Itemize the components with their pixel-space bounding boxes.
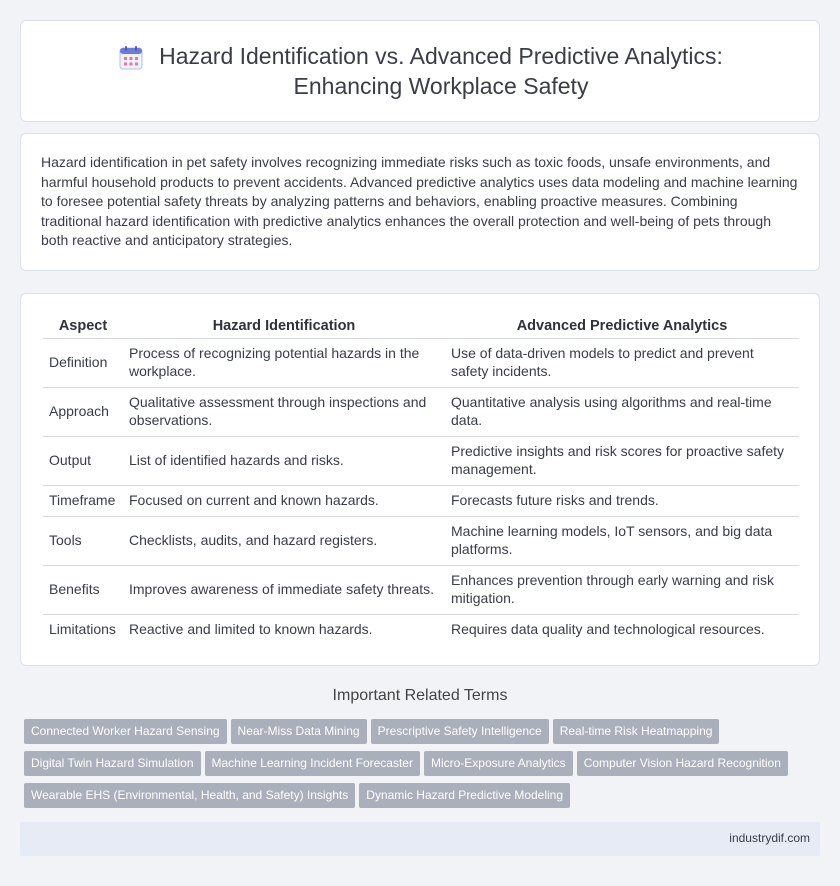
comparison-table (43, 308, 799, 645)
intro-card (20, 133, 820, 271)
related-term-tag[interactable]: Real-time Risk Heatmapping (553, 719, 720, 744)
title-wrap (117, 41, 723, 101)
related-term-tag[interactable]: Machine Learning Incident Forecaster (205, 751, 420, 776)
cell-aspect: Timeframe (43, 485, 123, 516)
cell-predictive: Requires data quality and technological resources. (451, 621, 765, 637)
header-hazard-identification: Hazard Identification (123, 308, 445, 338)
cell-predictive: Forecasts future risks and trends. (445, 485, 799, 516)
title-card (20, 20, 820, 122)
cell-hazard: Checklists, audits, and hazard registers. (123, 516, 445, 565)
intro-paragraph: Hazard identification in pet safety involves recognizing immediate risks such as toxic foods, unsafe environments, and harmful household products to prevent accidents. Advanced predictive analytics uses data modeling and machine learning to foresee potential safety threats by analyzing patterns and behaviors, enabling proactive measures. Combining traditional hazard identification with predictive analytics enhances the overall protection and well-being of pets through both reactive and anticipatory strategies. (41, 154, 798, 249)
cell-hazard: Focused on current and known hazards. (123, 485, 445, 516)
related-term-tag[interactable]: Micro-Exposure Analytics (424, 751, 573, 776)
cell-predictive: Predictive insights and risk scores for proactive safety management. (445, 436, 799, 485)
cell-hazard: Improves awareness of immediate safety threats. (123, 565, 445, 614)
cell-predictive: Machine learning models, IoT sensors, and big data platforms. (445, 516, 799, 565)
table-header-row (43, 308, 799, 338)
footer-site-name[interactable]: industrydif.com (729, 831, 810, 845)
page-title-line-1: Hazard Identification vs. Advanced Predictive Analytics: (159, 43, 723, 69)
header-aspect: Aspect (43, 308, 123, 338)
related-term-tag[interactable]: Wearable EHS (Environmental, Health, and Safety) Insights (24, 783, 355, 808)
related-terms-title: Important Related Terms (332, 687, 508, 704)
cell-hazard: Process of recognizing potential hazards in the workplace. (123, 338, 445, 387)
cell-aspect: Definition (43, 338, 123, 387)
page-title (159, 41, 723, 101)
cell-hazard: Reactive and limited to known hazards. (129, 621, 373, 637)
table-row (43, 565, 799, 614)
table-row (43, 338, 799, 387)
calendar-icon (117, 44, 145, 72)
related-term-tag[interactable]: Digital Twin Hazard Simulation (24, 751, 201, 776)
cell-hazard: Qualitative assessment through inspections and observations. (123, 387, 445, 436)
table-row (43, 436, 799, 485)
cell-aspect: Output (43, 436, 123, 485)
table-row (43, 387, 799, 436)
related-term-tag[interactable]: Dynamic Hazard Predictive Modeling (359, 783, 570, 808)
cell-aspect: Tools (43, 516, 123, 565)
cell-aspect: Approach (43, 387, 123, 436)
page-title-line-2: Enhancing Workplace Safety (293, 73, 589, 99)
cell-hazard: List of identified hazards and risks. (123, 436, 445, 485)
table-row (43, 485, 799, 516)
header-advanced-predictive-analytics: Advanced Predictive Analytics (445, 308, 799, 338)
cell-aspect: Limitations (49, 621, 116, 637)
related-terms-list (24, 719, 824, 815)
comparison-table-card (20, 293, 820, 666)
table-row (43, 516, 799, 565)
cell-predictive: Quantitative analysis using algorithms and real-time data. (445, 387, 799, 436)
footer (20, 822, 820, 856)
table-row (43, 614, 799, 645)
cell-predictive: Use of data-driven models to predict and prevent safety incidents. (445, 338, 799, 387)
related-term-tag[interactable]: Connected Worker Hazard Sensing (24, 719, 227, 744)
related-term-tag[interactable]: Prescriptive Safety Intelligence (371, 719, 549, 744)
related-term-tag[interactable]: Near-Miss Data Mining (231, 719, 367, 744)
related-term-tag[interactable]: Computer Vision Hazard Recognition (577, 751, 788, 776)
cell-aspect: Benefits (43, 565, 123, 614)
cell-predictive: Enhances prevention through early warning and risk mitigation. (445, 565, 799, 614)
